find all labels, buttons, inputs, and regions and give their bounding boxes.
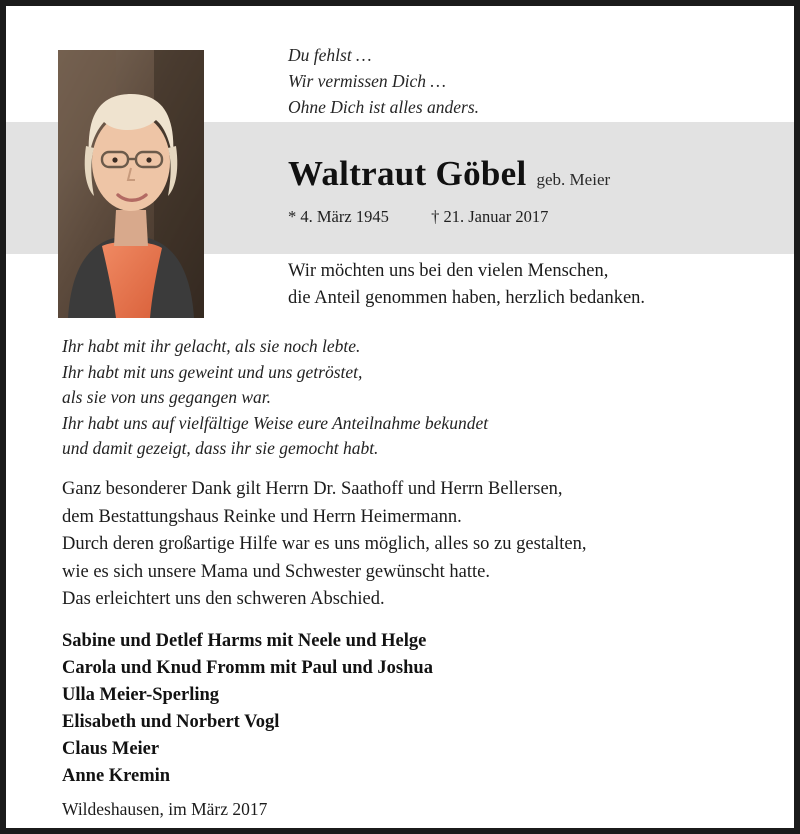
thanks-line: Wir möchten uns bei den vielen Menschen, bbox=[288, 261, 609, 281]
death-date: † 21. Januar 2017 bbox=[431, 207, 549, 226]
body-line: wie es sich unsere Mama und Schwester gewünscht hatte. bbox=[62, 561, 490, 582]
poem-line: Ihr habt mit uns geweint und uns getröstet, bbox=[62, 361, 363, 382]
verse-line: Wir vermissen Dich … bbox=[288, 71, 446, 91]
family-member: Carola und Knud Fromm mit Paul und Joshua bbox=[62, 658, 433, 678]
body-line: dem Bestattungshaus Reinke und Herrn Heimermann. bbox=[62, 506, 462, 527]
name-line bbox=[288, 154, 748, 194]
life-dates bbox=[288, 207, 748, 227]
body-line: Ganz besonderer Dank gilt Herrn Dr. Saathoff und Herrn Bellersen, bbox=[62, 479, 563, 499]
verse-line: Ohne Dich ist alles anders. bbox=[288, 97, 480, 117]
place-and-date: Wildeshausen, im März 2017 bbox=[62, 799, 268, 819]
maiden-name: geb. Meier bbox=[536, 170, 611, 189]
family-member: Sabine und Detlef Harms mit Neele und Helge bbox=[62, 631, 427, 651]
verse-line: Du fehlst … bbox=[288, 45, 372, 65]
poem-line: Ihr habt uns auf vielfältige Weise eure Anteilnahme bekundet bbox=[62, 412, 489, 433]
body-line: Das erleichtert uns den schweren Abschied. bbox=[62, 589, 385, 609]
family-member: Ulla Meier-Sperling bbox=[62, 685, 220, 705]
thanks-line: die Anteil genommen haben, herzlich bedanken. bbox=[288, 288, 646, 308]
family-member: Elisabeth und Norbert Vogl bbox=[62, 712, 280, 732]
body-line: Durch deren großartige Hilfe war es uns möglich, alles so zu gestalten, bbox=[62, 534, 587, 554]
opening-verse bbox=[288, 42, 479, 120]
poem-line: und damit gezeigt, dass ihr sie gemocht habt. bbox=[62, 438, 379, 458]
family-member: Claus Meier bbox=[62, 739, 160, 759]
poem-block bbox=[62, 334, 488, 462]
birth-date: * 4. März 1945 bbox=[288, 207, 389, 226]
name-block bbox=[288, 154, 748, 227]
family-list bbox=[62, 628, 433, 790]
thanks-paragraph bbox=[288, 258, 645, 312]
gratitude-paragraph bbox=[62, 476, 587, 614]
deceased-name: Waltraut Göbel bbox=[288, 154, 527, 193]
poem-line: als sie von uns gegangen war. bbox=[62, 387, 272, 407]
poem-line: Ihr habt mit ihr gelacht, als sie noch lebte. bbox=[62, 336, 361, 356]
notice-content bbox=[6, 6, 794, 828]
notice-inner bbox=[6, 6, 794, 828]
family-member: Anne Kremin bbox=[62, 766, 171, 786]
